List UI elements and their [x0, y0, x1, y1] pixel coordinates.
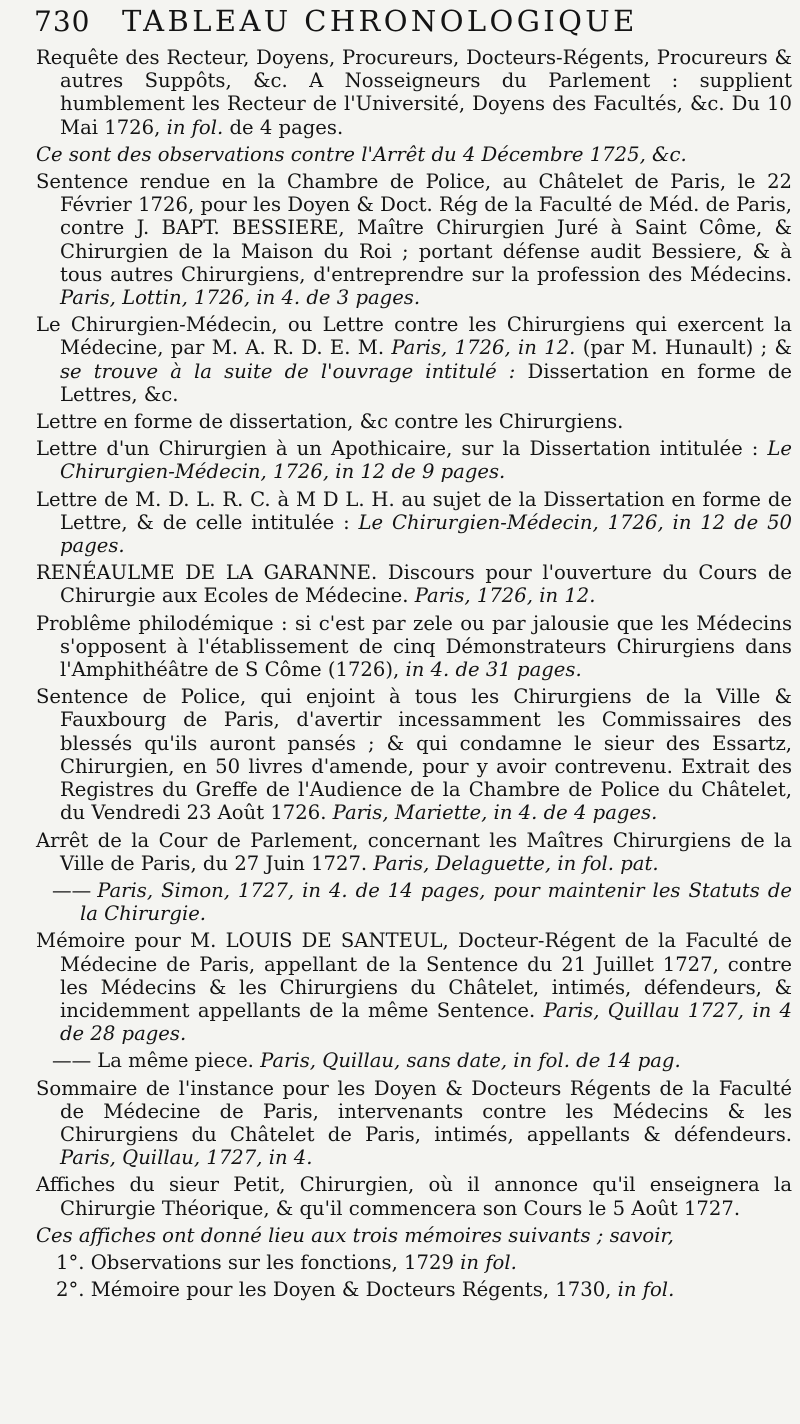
text-segment: Dissertation en forme de Lettres, &c. — [60, 359, 792, 406]
bibliography-entry — [36, 1278, 792, 1301]
text-segment: Lettre d'un Chirurgien à un Apothicaire, sur la Dissertation intitulée : — [36, 437, 768, 461]
italic-segment: in fol. — [460, 1250, 517, 1274]
text-segment: (par M. Hunault) ; & — [575, 336, 792, 360]
text-segment: La même piece. — [97, 1049, 261, 1073]
bibliography-entry — [36, 561, 792, 607]
bibliography-entry — [36, 170, 792, 309]
text-segment: Requête des Recteur, Doyens, Procureurs, Docteurs-Régents, Procureurs & autres Suppôts, &c. A Nosseigneurs du Parlement : supplient humblement les Recteur de l'Université, Doyens des Facultés, &c. Du 10 Mai 1726, — [36, 46, 792, 139]
bibliography-entry — [36, 829, 792, 875]
bibliography-entry — [36, 685, 792, 824]
italic-segment: Paris, Quillau, sans date, in fol. de 14 pag. — [260, 1049, 681, 1073]
italic-segment: Paris, Quillau, 1727, in 4. — [60, 1146, 313, 1170]
bibliography-entry — [36, 437, 792, 483]
bibliography-entry — [36, 929, 792, 1045]
page-number: 730 — [34, 5, 91, 38]
bibliography-entry — [36, 879, 792, 925]
ditto-dash: —— — [52, 1049, 92, 1073]
bibliography-entry — [36, 612, 792, 682]
bibliography-entry — [36, 488, 792, 558]
bibliography-entry — [36, 46, 792, 139]
italic-segment: in fol. — [166, 115, 224, 139]
text-segment: Lettre de M. D. L. R. C. à M D L. H. au sujet de la Dissertation en forme de Lettre, & de celle intitulée : — [36, 487, 792, 534]
text-segment: RENÉAULME DE LA GARANNE. Discours pour l'ouverture du Cours de Chirurgie aux Ecoles de Médecine. — [36, 561, 792, 608]
text-segment: Sentence rendue en la Chambre de Police, au Châtelet de Paris, le 22 Février 1726, pour les Doyen & Doct. Rég de la Faculté de Méd. de Paris, contre J. BAPT. BESSIERE, Maître Chirurgien Juré à Saint Côme, & Chirurgien de la Maison du Roi ; portant défense audit Bessiere, & à tous autres Chirurgiens, d'entreprendre sur la profession des Médecins. — [36, 170, 792, 286]
text-segment: Le Chirurgien-Médecin, ou Lettre contre les Chirurgiens qui exercent la Médecine, par M. A. R. D. E. M. — [36, 313, 792, 360]
ditto-dash: —— — [52, 878, 92, 902]
text-segment: Affiches du sieur Petit, Chirurgien, où il annonce qu'il enseignera la Chirurgie Théorique, & qu'il commencera son Cours le 5 Août 1727. — [36, 1173, 792, 1220]
bibliography-entry — [36, 1251, 792, 1274]
editorial-note — [36, 143, 792, 166]
italic-segment: Le Chirurgien-Médecin, 1726, in 12 de 50 pages. — [60, 510, 792, 558]
italic-segment: Le Chirurgien-Médecin, 1726, in 12 de 9 pages. — [60, 437, 792, 484]
italic-segment: in fol. — [617, 1278, 675, 1302]
italic-segment: in 4. de 31 pages. — [405, 658, 582, 682]
text-segment: Arrêt de la Cour de Parlement, concernant les Maîtres Chirurgiens de la Ville de Paris, du 27 Juin 1727. — [36, 828, 792, 875]
italic-segment: Paris, 1726, in 12. — [414, 584, 596, 608]
italic-segment: Paris, Lottin, 1726, in 4. de 3 pages. — [60, 286, 421, 310]
bibliography-entries — [36, 46, 792, 1301]
italic-segment: se trouve à la suite de l'ouvrage intitulé : — [60, 359, 516, 383]
text-segment: Problême philodémique : si c'est par zele ou par jalousie que les Médecins s'opposent à l'établissement de cinq Démonstrateurs Chirurgiens dans l'Amphithéâtre de S Côme (1726), — [36, 611, 792, 682]
editorial-note — [36, 1224, 792, 1247]
text-segment: 2°. Mémoire pour les Doyen & Docteurs Régents, 1730, — [56, 1278, 618, 1302]
bibliography-entry — [36, 313, 792, 406]
page-header — [36, 4, 792, 44]
italic-segment: Paris, Mariette, in 4. de 4 pages. — [332, 801, 658, 825]
italic-segment: Paris, 1726, in 12. — [391, 336, 576, 360]
text-segment: Lettre en forme de dissertation, &c contre les Chirurgiens. — [36, 410, 624, 434]
italic-segment: Paris, Quillau 1727, in 4 de 28 pages. — [60, 998, 792, 1046]
running-title: TABLEAU CHRONOLOGIQUE — [122, 4, 638, 38]
italic-segment: Paris, Delaguette, in fol. pat. — [373, 851, 659, 875]
bibliography-entry — [36, 1173, 792, 1219]
text-segment: de 4 pages. — [223, 115, 344, 139]
text-segment: Mémoire pour M. LOUIS DE SANTEUL, Docteur-Régent de la Faculté de Médecine de Paris, appellant de la Sentence du 21 Juillet 1727, contre les Médecins & les Chirurgiens du Châtelet, intimés, défendeurs, & incidemment appellants de la même Sentence. — [36, 929, 792, 1022]
italic-segment: Paris, Simon, 1727, in 4. de 14 pages, pour maintenir les Statuts de la Chirurgie. — [80, 878, 792, 926]
bibliography-entry — [36, 1049, 792, 1072]
text-segment: Sentence de Police, qui enjoint à tous les Chirurgiens de la Ville & Fauxbourg de Paris, d'avertir incessamment les Commissaires des blessés qu'ils auront pansés ; & qui condamne le sieur des Essartz, Chirurgien, en 50 livres d'amende, pour y avoir contrevenu. Extrait des Registres du Greffe de l'Audience de la Chambre de Police du Châtelet, du Vendredi 23 Août 1726. — [36, 685, 792, 825]
text-segment: 1°. Observations sur les fonctions, 1729 — [56, 1250, 461, 1274]
bibliography-entry — [36, 1077, 792, 1170]
bibliography-entry — [36, 410, 792, 433]
text-segment: Ces affiches ont donné lieu aux trois mémoires suivants ; savoir, — [36, 1223, 674, 1247]
text-segment: Sommaire de l'instance pour les Doyen & Docteurs Régents de la Faculté de Médecine de Paris, intervenants contre les Médecins & les Chirurgiens du Châtelet de Paris, intimés, appellants & défendeurs. — [36, 1076, 792, 1146]
text-segment: Ce sont des observations contre l'Arrêt du 4 Décembre 1725, &c. — [36, 142, 687, 166]
